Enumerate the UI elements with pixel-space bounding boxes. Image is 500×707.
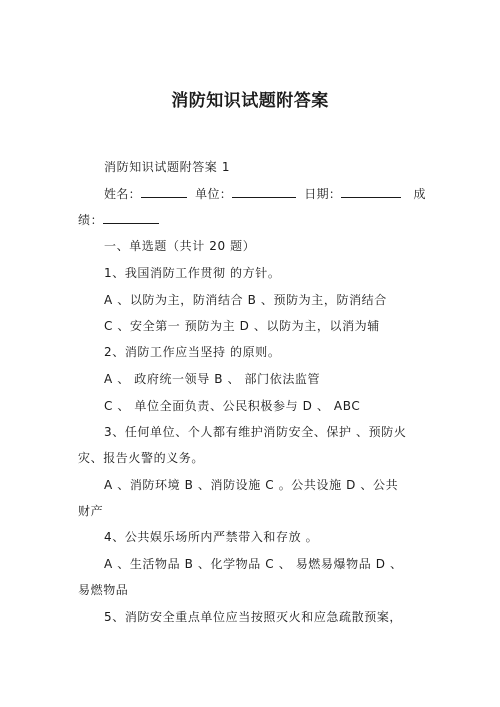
- section-heading: 一、单选题（共计 20 题）: [104, 239, 256, 253]
- form-row: [104, 184, 426, 204]
- score-label-part2: 绩：: [78, 213, 104, 227]
- score-blank: [103, 211, 159, 224]
- question-3-options-continued: 财产: [78, 504, 104, 518]
- question-1-options-cd: C 、安全第一 预防为主 D 、以防为主，以消为辅: [104, 319, 380, 333]
- question-3-options: A 、消防环境 B 、消防设施 C 。公共设施 D 、公共: [104, 478, 399, 492]
- date-label: 日期：: [304, 187, 342, 201]
- document-subtitle: 消防知识试题附答案 1: [104, 160, 231, 174]
- unit-label: 单位：: [195, 187, 233, 201]
- question-4-options-continued: 易燃物品: [78, 583, 129, 597]
- question-3: 3、任何单位、个人都有维护消防安全、保护 、预防火: [104, 425, 407, 439]
- question-2-options-cd: C 、 单位全面负责、公民积极参与 D 、 ABC: [104, 399, 361, 413]
- question-1: 1、我国消防工作贯彻 的方针。: [104, 266, 281, 280]
- question-5: 5、消防安全重点单位应当按照灭火和应急疏散预案，: [104, 610, 403, 624]
- question-3-continued: 灾、报告火警的义务。: [78, 451, 205, 465]
- name-blank: [141, 185, 187, 198]
- name-label: 姓名：: [104, 187, 141, 201]
- question-4: 4、公共娱乐场所内严禁带入和存放 。: [104, 530, 319, 544]
- question-2-options-ab: A 、 政府统一领导 B 、 部门依法监管: [104, 372, 321, 386]
- question-4-options: A 、生活物品 B 、化学物品 C 、 易燃易爆物品 D 、: [104, 557, 403, 571]
- score-row: [78, 210, 423, 230]
- score-label-part1: 成: [413, 187, 426, 201]
- unit-blank: [232, 185, 296, 198]
- date-blank: [341, 185, 401, 198]
- document-title: 消防知识试题附答案: [171, 91, 329, 111]
- question-2: 2、消防工作应当坚持 的原则。: [104, 345, 281, 359]
- question-1-options-ab: A 、以防为主，防消结合 B 、预防为主，防消结合: [104, 293, 387, 307]
